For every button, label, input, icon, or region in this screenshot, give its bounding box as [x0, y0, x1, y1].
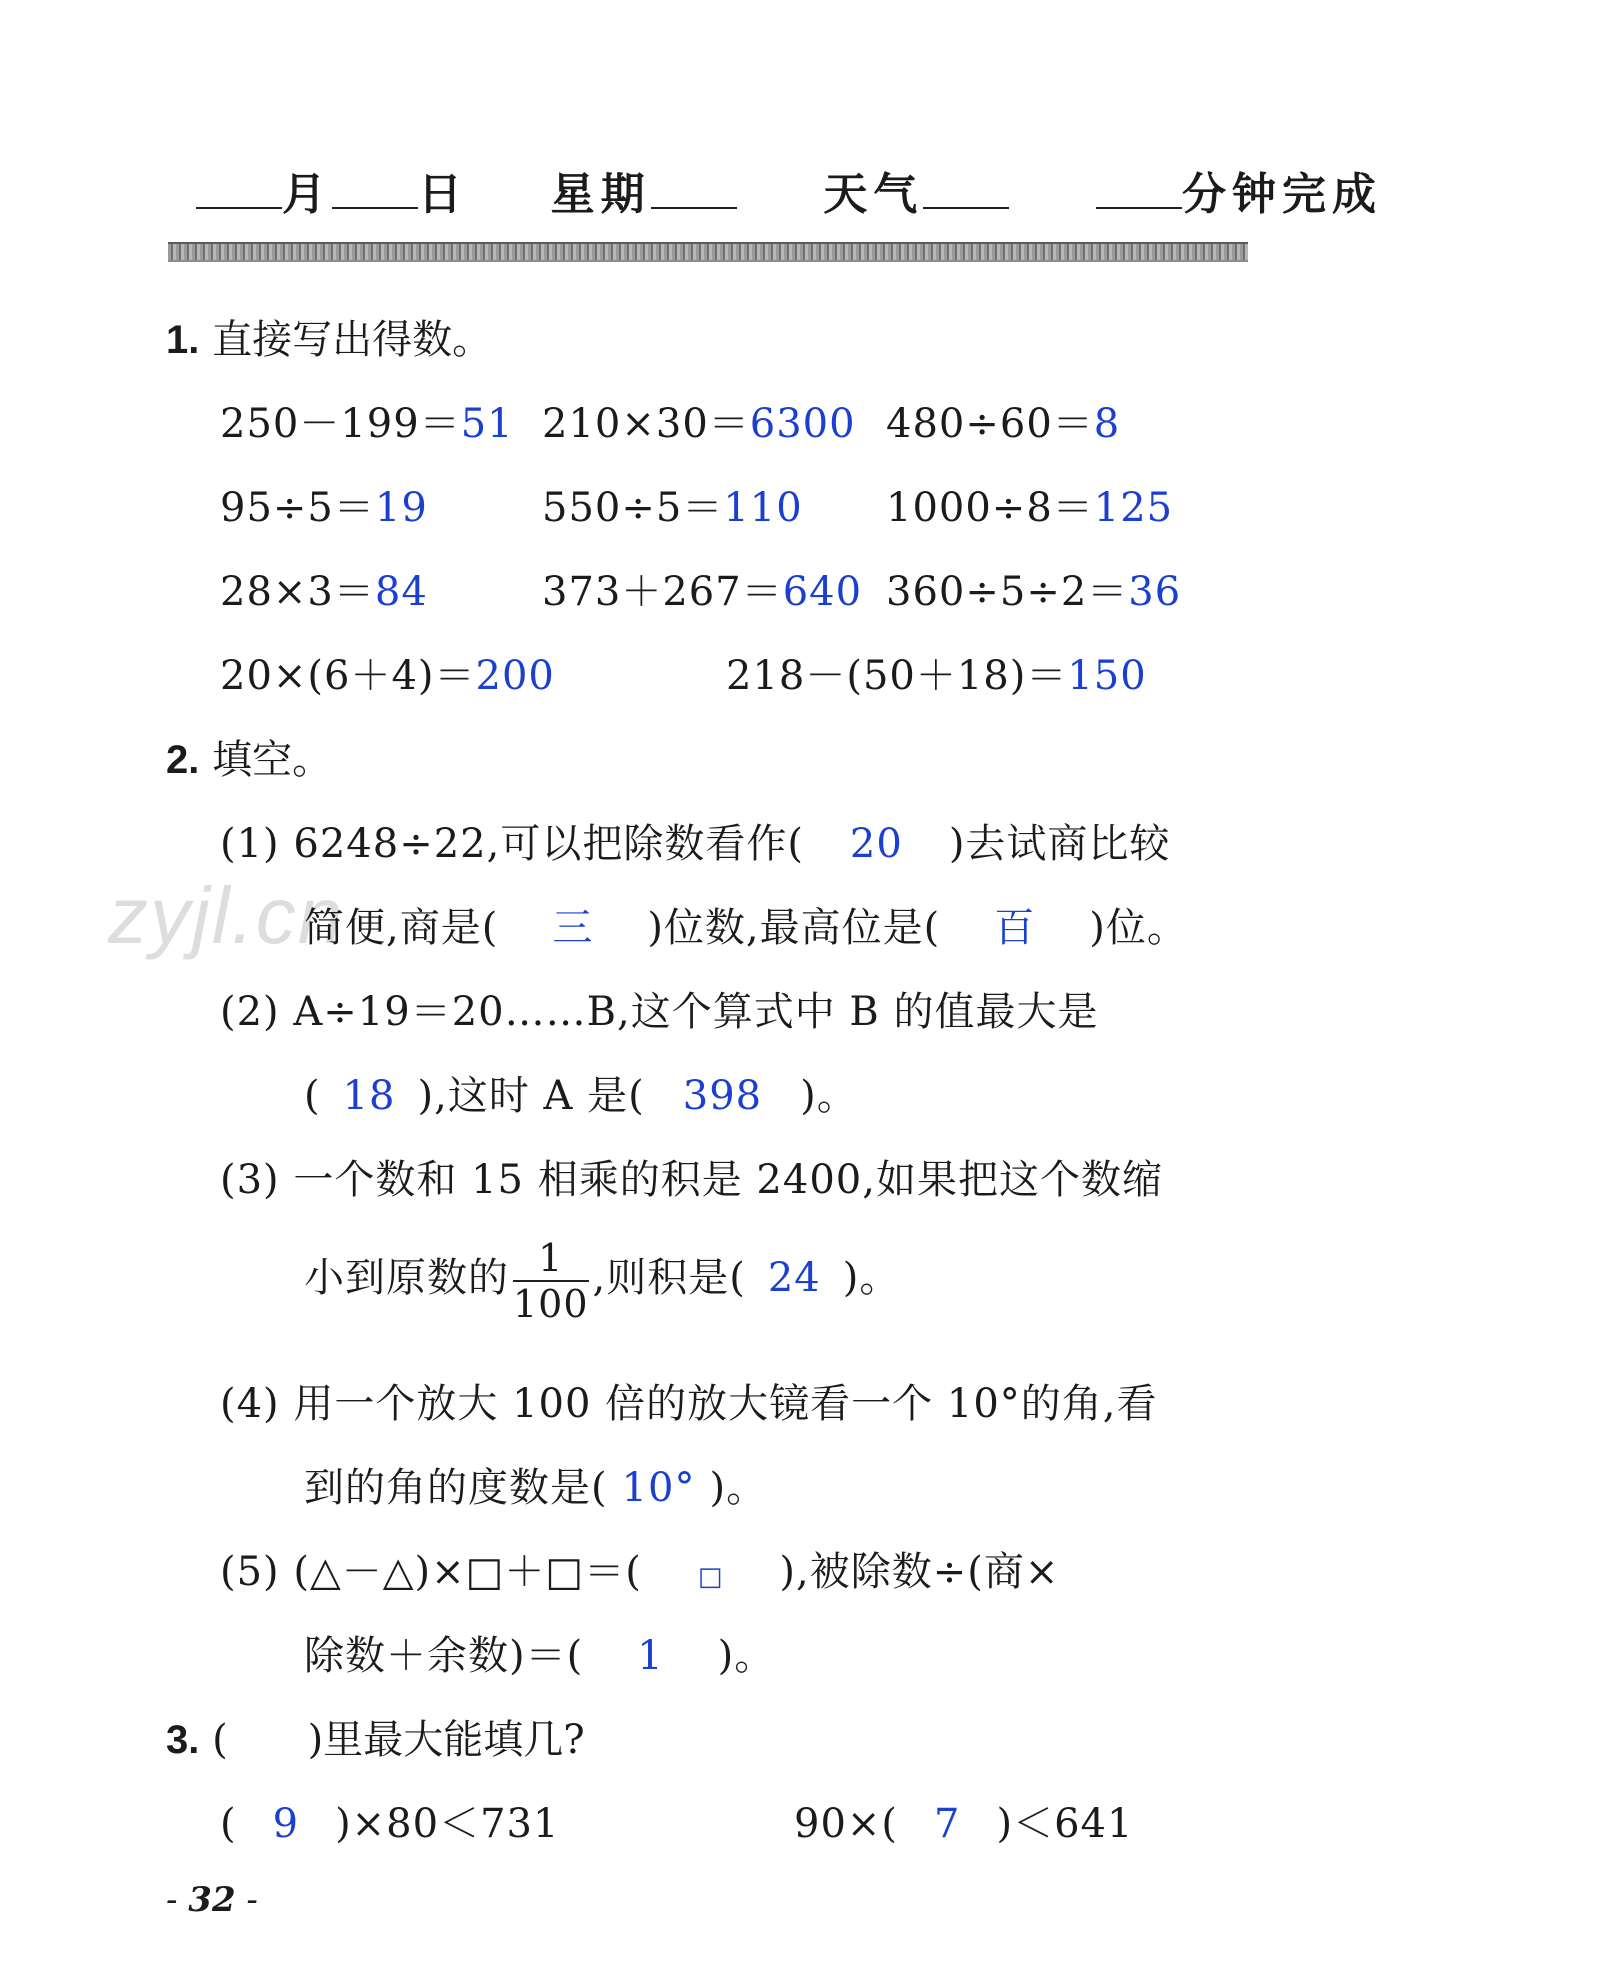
weather-label: 天气 — [823, 169, 924, 220]
q4-text: 用一个放大 100 倍的放大镜看一个 10°的角,看 — [293, 1381, 1158, 1427]
calc-item — [220, 392, 514, 449]
calc-item — [220, 560, 428, 617]
q2-text: )。 — [800, 1073, 858, 1119]
calc-answer: 640 — [782, 569, 863, 615]
page-dash-left: - — [166, 1880, 189, 1920]
inequality-item — [794, 1792, 1133, 1849]
calc-item — [542, 560, 862, 617]
q1-text: )位数,最高位是( — [647, 905, 941, 951]
calc-item — [886, 476, 1173, 533]
q1-label: (1) — [220, 821, 280, 867]
weekday-label: 星期 — [550, 169, 651, 220]
date-header — [196, 158, 1382, 222]
header-divider — [168, 242, 1248, 262]
calc-item — [542, 392, 856, 449]
q2-text: ( — [304, 1073, 321, 1119]
calc-answer: 51 — [460, 401, 514, 447]
calc-answer: 125 — [1093, 485, 1174, 531]
minutes-label: 分钟完成 — [1181, 169, 1382, 220]
q1-text: )位。 — [1089, 905, 1188, 951]
calc-answer: 8 — [1093, 401, 1121, 447]
q2-text: ),这时 A 是( — [417, 1073, 645, 1119]
day-blank — [332, 173, 418, 209]
calc-expr: 550÷5＝ — [542, 485, 724, 531]
fill-question-1-line2 — [304, 896, 1188, 953]
fill-question-2-line1 — [220, 980, 1099, 1037]
q1-answer3: 百 — [994, 905, 1036, 951]
q1-text: 6248÷22,可以把除数看作( — [293, 821, 804, 867]
section3-number: 3. — [166, 1718, 200, 1762]
calc-expr: 28×3＝ — [220, 569, 375, 615]
q4-text: )。 — [709, 1465, 768, 1511]
section1-number: 1. — [166, 318, 200, 362]
fill-question-1-line1 — [220, 812, 1170, 869]
q2-text: A÷19＝20……B,这个算式中 B 的值最大是 — [293, 989, 1099, 1035]
q5-label: (5) — [220, 1549, 280, 1595]
page-number-value: 32 — [188, 1880, 236, 1920]
ineq-pre: ( — [220, 1801, 237, 1847]
section1-heading — [166, 308, 492, 365]
calc-expr: 480÷60＝ — [886, 401, 1094, 447]
fraction-denominator: 100 — [513, 1282, 589, 1326]
calc-answer: 6300 — [749, 401, 856, 447]
q3-text: 一个数和 15 相乘的积是 2400,如果把这个数缩 — [293, 1157, 1163, 1203]
calc-answer: 200 — [475, 653, 555, 699]
q5-text: (△－△)×□＋□＝( — [293, 1549, 642, 1595]
weather-blank — [923, 173, 1009, 209]
q1-answer2: 三 — [552, 905, 594, 951]
ineq-answer: 7 — [934, 1801, 961, 1847]
calc-item — [220, 476, 428, 533]
q1-text: 简便,商是( — [304, 905, 499, 951]
calc-answer: 110 — [723, 485, 803, 531]
q3-answer: 24 — [767, 1255, 821, 1301]
ineq-post: )×80＜731 — [335, 1801, 560, 1847]
calc-expr: 250－199＝ — [220, 401, 461, 447]
calc-item — [726, 644, 1147, 701]
calc-expr: 20×(6＋4)＝ — [220, 653, 476, 699]
fill-question-3-line2 — [304, 1236, 900, 1326]
section3-title: ( )里最大能填几? — [212, 1717, 585, 1763]
q3-text: )。 — [842, 1255, 901, 1301]
page-dash-right: - — [235, 1880, 258, 1920]
q2-answer2: 398 — [682, 1073, 763, 1119]
calc-expr: 95÷5＝ — [220, 485, 375, 531]
q5-text: ),被除数÷(商× — [779, 1549, 1060, 1595]
calc-answer: 84 — [374, 569, 428, 615]
fraction — [513, 1236, 589, 1326]
q3-text: ,则积是( — [592, 1255, 746, 1301]
ineq-answer: 9 — [272, 1801, 300, 1847]
calc-answer: 36 — [1128, 569, 1182, 615]
section3-heading — [166, 1708, 585, 1765]
q1-answer1: 20 — [849, 821, 903, 867]
inequality-item — [220, 1792, 559, 1849]
calc-item — [886, 392, 1120, 449]
section2-heading — [166, 728, 332, 785]
fill-question-2-line2 — [304, 1064, 858, 1121]
q4-text: 到的角的度数是( — [304, 1465, 608, 1511]
ineq-post: )＜641 — [996, 1801, 1134, 1847]
ineq-pre: 90×( — [794, 1801, 899, 1847]
watermark: zyjl.cn — [108, 871, 345, 960]
calc-expr: 218－(50＋18)＝ — [726, 653, 1068, 699]
q2-answer1: 18 — [342, 1073, 396, 1119]
section2-title: 填空。 — [212, 737, 333, 783]
fill-question-3-line1 — [220, 1148, 1163, 1205]
q5-answer1: □ — [697, 1562, 724, 1592]
calc-item — [220, 644, 555, 701]
minutes-blank — [1096, 173, 1182, 209]
q5-text: 除数＋余数)＝( — [304, 1633, 584, 1679]
calc-expr: 1000÷8＝ — [886, 485, 1094, 531]
calc-answer: 19 — [374, 485, 428, 531]
weekday-blank — [651, 173, 737, 209]
q4-answer: 10° — [621, 1465, 696, 1511]
calc-expr: 360÷5÷2＝ — [886, 569, 1129, 615]
q5-answer2: 1 — [637, 1633, 664, 1679]
fill-question-5-line1 — [220, 1540, 1059, 1597]
q3-label: (3) — [220, 1157, 280, 1203]
calc-item — [886, 560, 1181, 617]
month-blank — [196, 173, 282, 209]
section2-number: 2. — [166, 738, 200, 782]
month-label: 月 — [282, 169, 332, 220]
q3-text: 小到原数的 — [304, 1255, 509, 1301]
fill-question-4-line2 — [304, 1456, 767, 1513]
fill-question-4-line1 — [220, 1372, 1158, 1429]
section1-title: 直接写出得数。 — [212, 317, 493, 363]
calc-answer: 150 — [1067, 653, 1147, 699]
q5-text: )。 — [717, 1633, 776, 1679]
fill-question-5-line2 — [304, 1624, 775, 1681]
q2-label: (2) — [220, 989, 280, 1035]
q1-text: )去试商比较 — [948, 821, 1171, 867]
calc-expr: 210×30＝ — [542, 401, 750, 447]
calc-item — [542, 476, 803, 533]
calc-expr: 373＋267＝ — [542, 569, 783, 615]
q4-label: (4) — [220, 1381, 280, 1427]
day-label: 日 — [418, 169, 468, 220]
fraction-numerator: 1 — [513, 1236, 589, 1282]
page-number — [166, 1880, 258, 1920]
